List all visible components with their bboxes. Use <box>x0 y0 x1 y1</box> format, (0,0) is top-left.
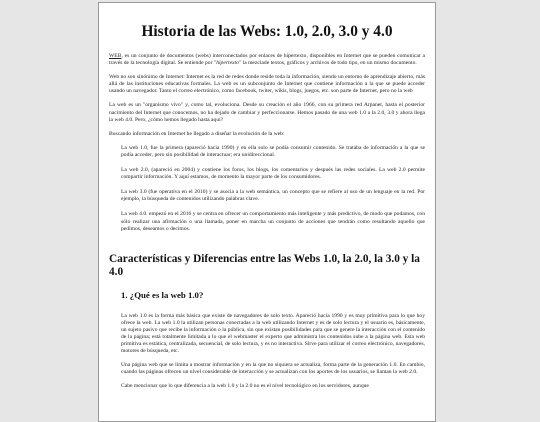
page-title: Historia de las Webs: 1.0, 2.0, 3.0 y 4.0 <box>141 23 393 40</box>
evolution-list <box>109 145 425 233</box>
intro-paragraph-1 <box>109 53 425 67</box>
section-heading: Características y Diferencias entre las Webs 1.0, la 2.0, la 3.0 y la 4.0 <box>109 252 420 279</box>
subsection-heading: 1. ¿Qué es la web 1.0? <box>121 289 204 300</box>
evolution-web-2: La web 2.0, (apareció en 2004) y contiene los foros, los blogs, los comentarios y después las redes sociales. La web 2.0 permite compartir información. Y aquí estamos, de momento la mayor parte de los consumidores. <box>121 167 425 181</box>
document-page <box>98 2 436 422</box>
intro-text-a: , es un conjunto de documentos (webs) interconectados por enlaces de hipertexto, disponibles en Internet que se pueden comunicar a través de la tecnología digital. Se entiende por <box>109 53 425 67</box>
section-paragraph-2: Una página web que se limita a mostrar información y en la que no siquiera se actualiza, forma parte de la generación 1.0. En cambio, cuando las páginas ofrecen un nivel considerable de interacción y se actualizan con los aportes de los usuarios, se llaman la web 2.0. <box>121 362 425 376</box>
intro-paragraph-2: Web no son sinónimo de Internet: Internet es la red de redes donde reside toda la información, siendo un entorno de aprendizaje abierto, más allá de las instituciones educativas formales. La web es un subconjunto de Internet que contiene información a la que se puede acceder usando un navegador. Tanto el correo electrónico, como facebook, twiter, wikis, blogs, juegos, etc. son parte de Internet, pero no la web <box>109 74 425 95</box>
section-paragraph-3: Cabe mencionar que lo que diferencia a la web 1.0 y la 2.0 no es el nivel tecnológico en los servidores, aunque <box>121 383 369 390</box>
evolution-web-4: La web 4.0. empezó en el 2016 y se centra en ofrecer un comportamiento más inteligente y más predictivo, de modo que podamos, con sólo realizar una afirmación o una llamada, poner en marcha un conjunto de acciones que tendrán como resultando aquello que pedimos, deseamos o decimos. <box>121 211 425 232</box>
intro-paragraph-3: La web es un "organismo vivo" y, como tal, evoluciona. Desde su creación el año 1966, con su primera red Arpanet, hasta el posterior nacimiento del Internet que conocemos, no ha dejado de cambiar y perfeccionarse. Hemos pasado de una web 1.0 a la 2.0, 3.0 y ahora llega la web 4.0. Pero, ¿cómo hemos llegado hasta aquí? <box>109 102 425 123</box>
section-body <box>109 313 425 391</box>
hipertexto-term: "hipertexto" <box>213 60 242 67</box>
intro-text-b: la mezclade textos, gráficos y archivos de todo tipo, en un mismo documento. <box>241 60 417 67</box>
evolution-web-3: La web 3.0 (fue operativa en el 2010) y se asocia a la web semántica, un concepto que se refiere al uso de un lenguaje en la red. Por ejemplo, la búsqueda de contenidos utilizando palabras clave. <box>121 189 425 203</box>
evolution-web-1: La web 1.0, fue la primera (apareció hacia 1990) y en ella solo se podía consumir contenido. Se trataba de información a la que se podía acceder, pero sin posibilidad de interactuar; era unidireccional. <box>121 144 425 158</box>
intro-paragraph-4: Buscando información en Internet he llegado a diseñar la evolución de la web: <box>109 130 285 137</box>
section-paragraph-1: La web 1.0 es la forma más básica que existe de navegadores de solo texto. Apareció hacia 1990 y es muy primitiva para lo que hoy ofrece la web. La web 1.0 la utilizan personas conectadas a la web utilizando Internet y es de solo lectura y el usuario es, básicamente, un sujeto pasivo que recibe la información o la pública, sin que existan posibilidades para que se genere la interacción con el contenido de la página; está totalmente limitada a lo que el webmaster el experto que administra los contenidos sube a la página web. Esta web primitiva es estática, centralizada, secuencial, de solo lectura, y es no interactiva. Sirve para utilizar el correo electrónico, navegadores, motores de búsqueda, etc. <box>121 312 425 355</box>
web-term: WEB <box>109 53 122 59</box>
